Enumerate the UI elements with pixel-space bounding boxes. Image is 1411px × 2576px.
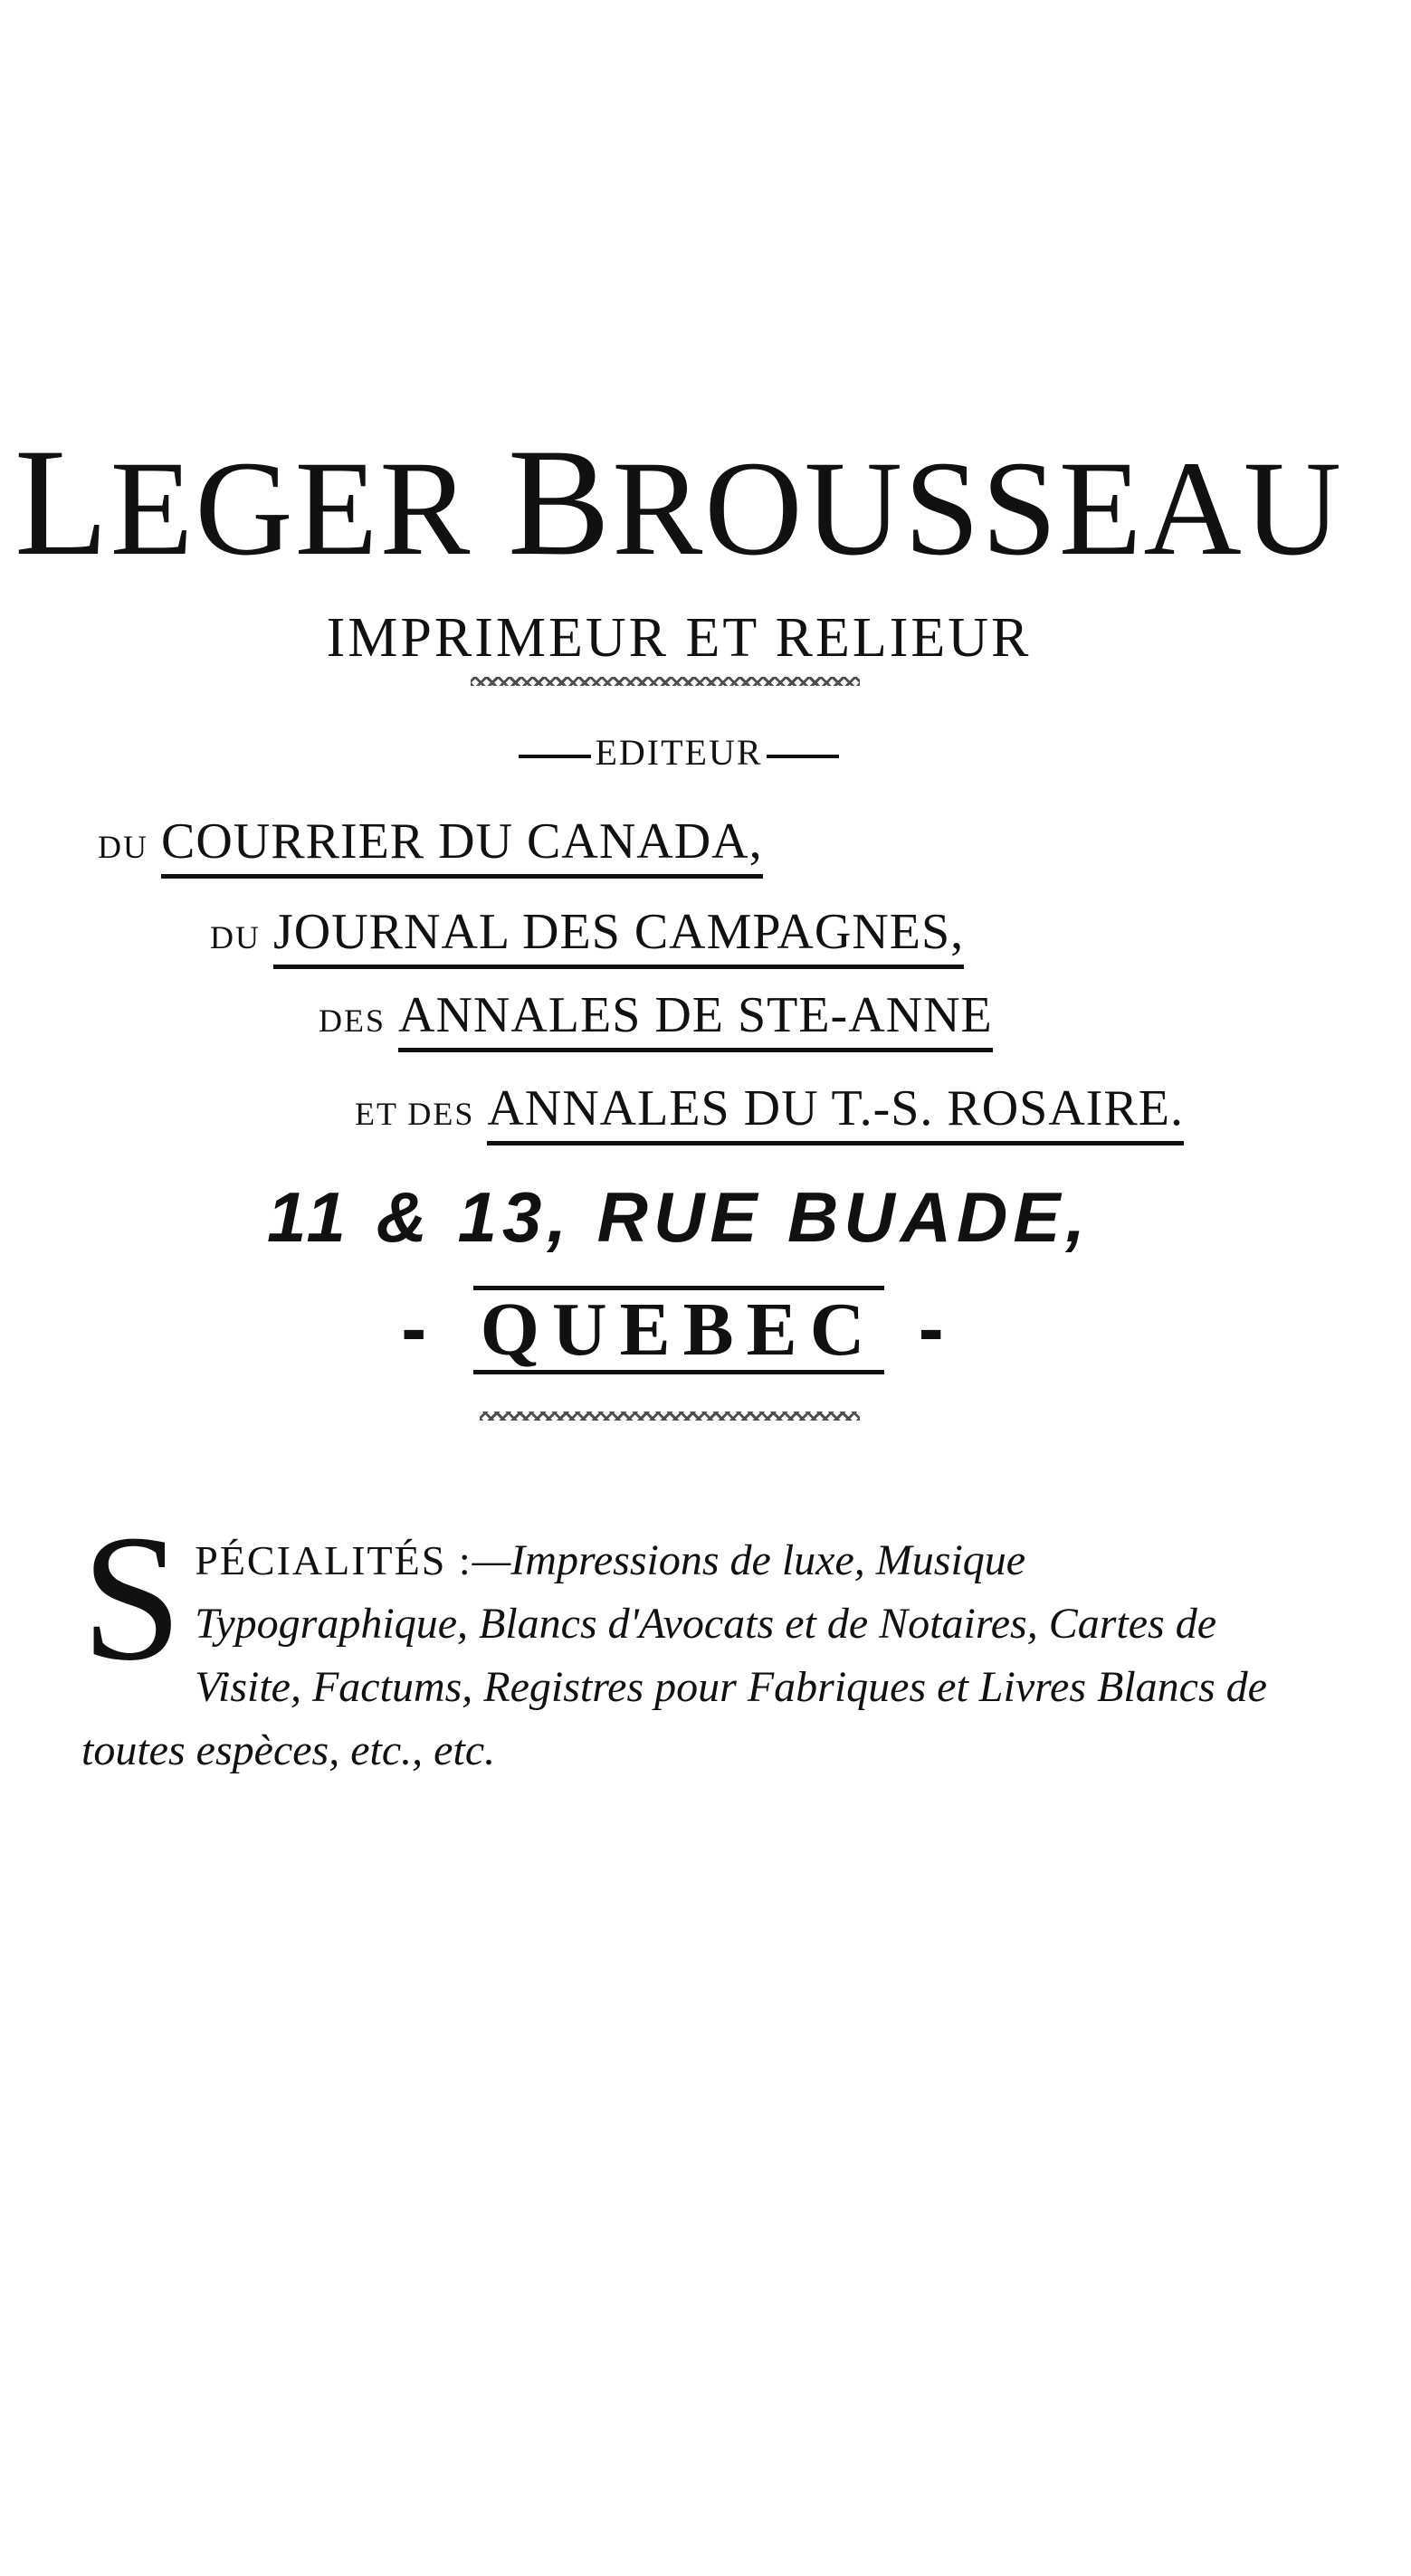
city-line xyxy=(0,1285,1358,1374)
editeur-heading xyxy=(0,731,1358,774)
publication-name: ANNALES DU T.-S. ROSAIRE. xyxy=(487,1079,1184,1145)
publication-line xyxy=(210,903,964,969)
publication-name: JOURNAL DES CAMPAGNES, xyxy=(273,903,964,969)
ornamental-rule xyxy=(471,677,860,686)
publication-prefix: DES xyxy=(319,1003,386,1039)
publication-prefix: DU xyxy=(210,919,261,955)
publication-prefix: ET DES xyxy=(355,1096,475,1132)
publication-line xyxy=(98,813,763,879)
title-initial-b: B xyxy=(507,417,613,587)
publication-prefix: DU xyxy=(98,829,148,865)
specialties-lead: PÉCIALITÉS : xyxy=(195,1537,472,1583)
editeur-label: EDITEUR xyxy=(595,732,763,773)
title-initial-l: L xyxy=(14,417,110,587)
street-address: 11 & 13, RUE BUADE, xyxy=(266,1177,1092,1257)
title-first-name-rest: EGER xyxy=(110,433,472,584)
specialties-text: —Impressions de luxe, Musique Typographique, Blancs d'Avocats et de Notaires, Cartes de Visite, Factums, Registres pour Fabriques et Livres Blancs de toutes espèces, etc., etc. xyxy=(81,1536,1267,1774)
dash-left xyxy=(519,755,591,758)
publication-line xyxy=(319,986,993,1052)
publication-name: COURRIER DU CANADA, xyxy=(161,813,763,879)
city-dash-left: - xyxy=(401,1286,440,1371)
city-dash-right: - xyxy=(918,1286,957,1371)
publication-line xyxy=(355,1079,1184,1145)
page-title xyxy=(0,417,1358,587)
drop-cap: S xyxy=(81,1498,183,1698)
city-name: QUEBEC xyxy=(473,1286,885,1374)
publication-name: ANNALES DE STE-ANNE xyxy=(398,986,993,1052)
ornamental-rule xyxy=(480,1412,860,1421)
dash-right xyxy=(767,755,839,758)
title-last-name-rest: ROUSSEAU xyxy=(612,433,1344,584)
specialties-paragraph xyxy=(81,1498,1276,1782)
subtitle: IMPRIMEUR ET RELIEUR xyxy=(326,607,1032,669)
